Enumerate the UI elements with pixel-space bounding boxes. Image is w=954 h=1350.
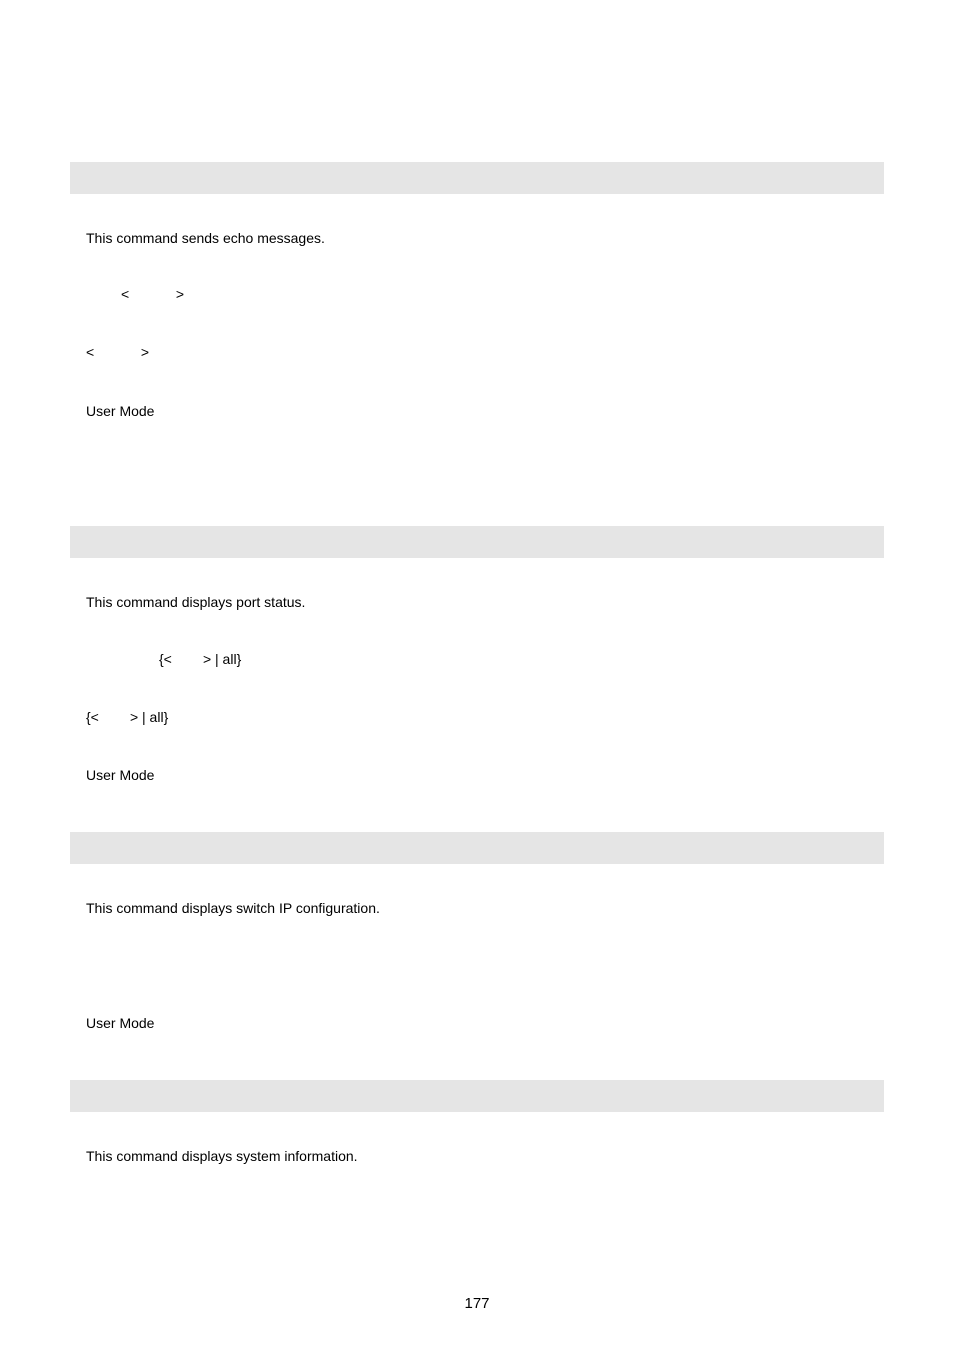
section-header-bar [70,162,884,194]
page-number: 177 [464,1295,490,1312]
section-header-bar [70,832,884,864]
section-description: This command displays system information. [86,1148,358,1164]
command-parameter: < > [86,344,150,360]
command-mode: User Mode [86,403,155,419]
section-description: This command displays port status. [86,594,306,610]
command-parameter: {< > | all} [86,709,169,725]
section-header-bar [70,526,884,558]
section-header-bar [70,1080,884,1112]
command-mode: User Mode [86,1015,155,1031]
command-syntax: {< > | all} [159,651,242,667]
command-syntax: < > [121,286,185,302]
command-mode: User Mode [86,767,155,783]
section-description: This command sends echo messages. [86,230,325,246]
section-description: This command displays switch IP configuration. [86,900,380,916]
